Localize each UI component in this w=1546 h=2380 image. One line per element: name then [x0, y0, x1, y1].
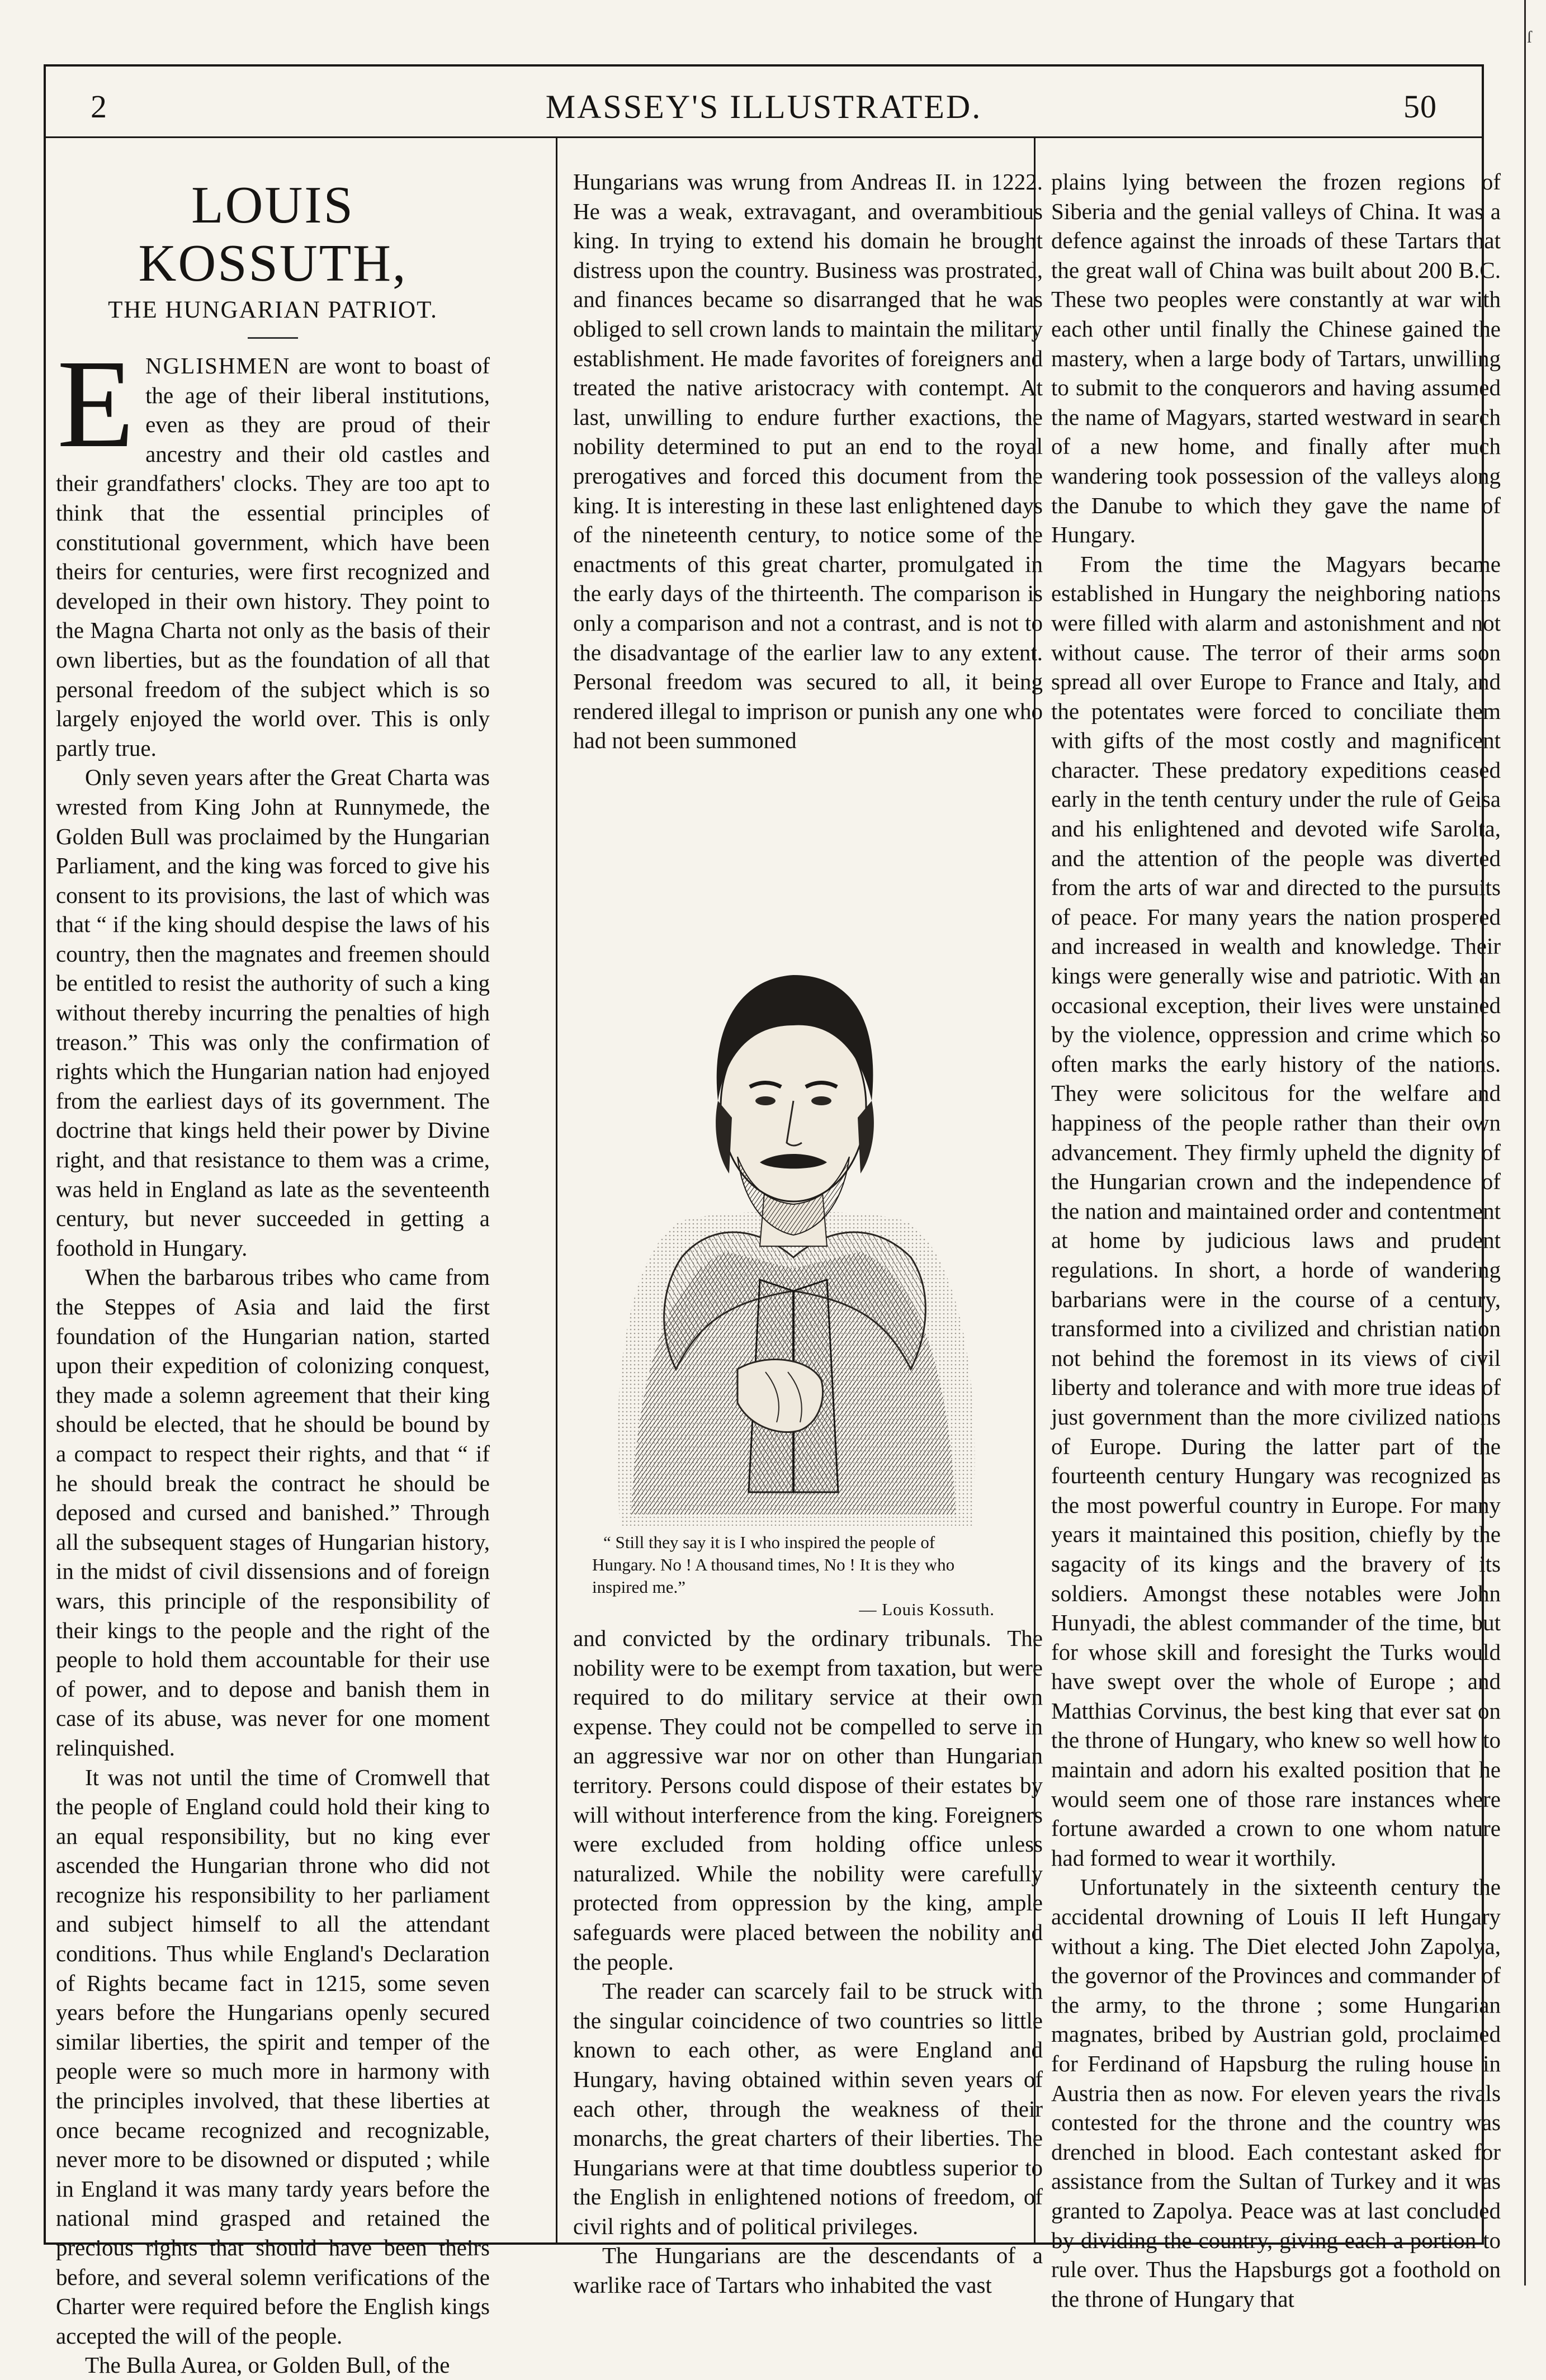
portrait-engraving [559, 866, 1028, 1542]
column-2-top [559, 167, 1057, 855]
page-number: 2 [91, 88, 107, 125]
page-edge-mark [1524, 0, 1540, 2286]
paragraph: When the barbarous tribes who came from the Steppes of Asia and laid the first foundation of the Hungarian nation, started upon their expedition of colonizing conquest, they made a solemn agreement that their king should be elected, that he should be bound by a compact to respect their rights, and that “ if he should break the contract he should be deposed and cursed and banished.” Through all the subsequent stages of Hungarian history, in the midst of civil dissensions and of foreign wars, this principle of the responsibility of their kings to the people and the right of the people to hold them accountable for their use of power, and to depose and banish them in case of its abuse, was never for one moment relinquished. [56, 1264, 490, 1761]
paragraph: plains lying between the frozen regions of Siberia and the genial valleys of China. It was a defence against the inroads of these Tartars that the great wall of China was built about 200 B.C. These two peoples were constantly at war with each other until finally the Chinese gained the mastery, when a large body of Tartars, unwilling to submit to the conquerors and having assumed the name of Magyars, started westward in search of a new home, and finally after much wandering took possession of the valleys along the Danube to which they gave the name of Hungary. [1051, 169, 1501, 548]
running-head [46, 67, 1482, 138]
paragraph: Hungarians was wrung from Andreas II. in 1222. He was a weak, extravagant, and overambitious king. In trying to extend his domain he brought distress upon the country. Business was prostrated, and finances became so disarranged that he was obliged to sell crown lands to maintain the military establishment. He made favorites of foreigners and treated the native aristocracy with contempt. At last, unwilling to endure further exactions, the nobility determined to put an end to the royal prerogatives and forced this document from the king. It is interesting in these last enlightened days of the nineteenth century, to notice some of the enactments of this great charter, promulgated in the early days of the thirteenth. The comparison is only a comparison and not a contrast, and is not to the disadvantage of the earlier law to any extent. Personal freedom was secured to all, it being rendered illegal to imprison or punish any one who had not been summoned [573, 169, 1043, 754]
paragraph: The Bulla Aurea, or Golden Bull, of the [85, 2352, 450, 2378]
paragraph: Only seven years after the Great Charta was wrested from King John at Runnymede, the Golden Bull was proclaimed by the Hungarian Parliament, and the king was forced to give his consent to its provisions, the last of which was that “ if the king should despise the laws of his country, then the magnates and freemen should be entitled to resist the authority of such a king without thereby incurring the penalties of high treason.” This was only the confirmation of rights which the Hungarian nation had enjoyed from the earliest days of its government. The doctrine that kings held their power by Divine right, and that resistance to them was a crime, was held in England as late as the seventeenth century, but never succeeded in getting a foothold in Hungary. [56, 764, 490, 1261]
issue-number: 50 [1403, 88, 1437, 125]
paragraph: It was not until the time of Cromwell that the people of England could hold their king to an equal responsibility, but no king ever ascended the Hungarian throne who did not recognize his responsibility to her parliament and subject himself to all the attendant conditions. Thus while England's Declaration of Rights became fact in 1215, some seven years before the Hungarians openly secured similar liberties, the spirit and temper of the people were so much more in harmony with the principles involved, that these liberties at once became recognized and recognizable, never more to be disowned or disputed ; while in England it was many tardy years before the national mind grasped and retained the precious rights that should have been theirs before, and several solemn verifications of the Charter were required before the English kings accepted the will of the people. [56, 1764, 490, 2349]
drop-cap: E [57, 334, 135, 474]
lead-word: NGLISHMEN [145, 353, 291, 378]
portrait-caption [559, 1531, 1028, 1621]
paragraph: Unfortunately in the sixteenth century the accidental drowning of Louis II left Hungary without a king. The Diet elected John Zapolya, the governor of the Provinces and commander of the army, to the throne ; some Hungarian magnates, bribed by Austrian gold, proclaimed for Ferdinand of Hapsburg the ruling house in Austria then as now. For eleven years the rivals contested for the throne and the country was drenched in blood. Each contestant asked for assistance from the Sultan of Turkey and it was granted to Zapolya. Peace was at last concluded by dividing the country, giving each a portion to rule over. Thus the Hapsburgs got a foothold on the throne of Hungary that [1051, 1874, 1501, 2312]
title-divider [248, 337, 298, 339]
caption-quote: “ Still they say it is I who inspired the people of Hungary. No ! A thousand times, No ! It is they who inspired me.” [592, 1532, 955, 1597]
page-frame [44, 64, 1501, 2378]
paragraph: and convicted by the ordinary tribunals. The nobility were to be exempt from taxation, but were required to do military service at their own expense. They could not be compelled to serve in an aggressive war nor on other than Hungarian territory. Persons could dispose of their estates by will without interference from the king. Foreigners were excluded from holding office unless naturalized. While the nobility were carefully protected from oppression by the king, ample safeguards were placed between the nobility and the people. [573, 1625, 1043, 1975]
column-3 [1037, 167, 1514, 2312]
paragraph: The Hungarians are the descendants of a warlike race of Tartars who inhabited the vast [573, 2242, 1043, 2298]
caption-credit: — Louis Kossuth. [859, 1600, 995, 1619]
column-1 [46, 167, 508, 2378]
paragraph: The reader can scarcely fail to be struck with the singular coincidence of two countries so little known to each other, as were England and Hungary, having obtained within seven years of each other, through the weakness of their monarchs, the great charters of their liberties. The Hungarians were at that time doubtless superior to the English in enlightened notions of freedom, of civil rights and of political privileges. [573, 1978, 1043, 2239]
paragraph: From the time the Magyars became established in Hungary the neighboring nations were filled with alarm and astonishment and not without cause. The terror of their arms soon spread all over Europe to France and Italy, and the potentates were forced to conciliate them with gifts of the most costly and magnificent character. These predatory expeditions ceased early in the tenth century under the rule of Geisa and his enlightened and devoted wife Sarolta, and the attention of the people was diverted from the arts of war and directed to the pursuits of peace. For many years the nation prospered and increased in wealth and knowledge. Their kings were generally wise and patriotic. With an occasional exception, their lives were unstained by the violence, oppression and crime which so often marks the early history of the nations. They were solicitous for the welfare and happiness of the people rather than their own advancement. They firmly upheld the dignity of the Hungarian crown and the independence of the nation and maintained order and contentment at home by judicious laws and prudent regulations. In short, a horde of wandering barbarians were in the course of a century, transformed into a civilized and christian nation not behind the foremost in its views of civil liberty and tolerance and with more true ideas of just government than the more civilized nations of Europe. During the latter part of the fourteenth century Hungary was recognized as the most powerful country in Europe. For many years it maintained this position, chiefly by the sagacity of its kings and the bravery of its soldiers. Amongst these notables were John Hunyadi, the ablest commander of the time, but for whose skill and foresight the Turks would have swept over the whole of Europe ; and Matthias Corvinus, the best king that ever sat on the throne of Hungary, who knew so well how to maintain and adorn his exalted position that he would seem one of those rare instances where fortune awarded a crown to one whom nature had formed to wear it worthily. [1051, 551, 1501, 1871]
article-title: LOUIS KOSSUTH, [138, 176, 408, 292]
paragraph-text: are wont to boast of the age of their liberal institutions, even as they are proud of their ancestry and their old castles and their grandfathers' clocks. They are too apt to think that the essential principles of constitutional government, which have been theirs for centuries, were first recognized and developed in their own history. They point to the Magna Charta not only as the basis of their own liberties, but as the foundation of all that personal freedom of the subject which is so largely enjoyed the world over. This is only partly true. [56, 353, 490, 761]
edge-glyph: ſ [1527, 28, 1532, 46]
masthead-title: MASSEY'S ILLUSTRATED. [545, 88, 982, 125]
kossuth-portrait-image [598, 866, 989, 1537]
column-2-bottom [559, 1624, 1057, 2298]
article-subtitle: THE HUNGARIAN PATRIOT. [108, 297, 438, 323]
column-rule-left [556, 138, 557, 2242]
paragraph [56, 334, 490, 763]
